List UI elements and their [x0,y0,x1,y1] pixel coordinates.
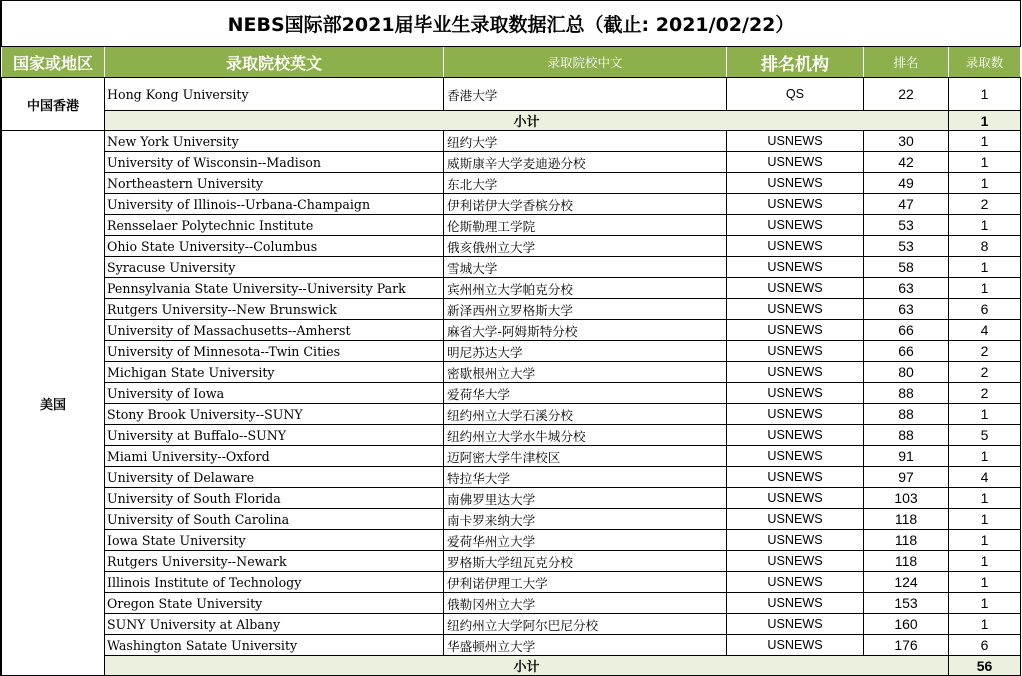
table-row [2,614,1021,635]
count-cell[interactable]: 1 [949,551,1021,572]
count-cell[interactable]: 8 [949,236,1021,257]
rank-cell[interactable]: 118 [864,509,949,530]
school-cn-cell[interactable]: 宾州州立大学帕克分校 [444,278,727,299]
table-row [2,78,1021,111]
region-cell[interactable]: 中国香港 [2,78,105,131]
count-cell[interactable]: 2 [949,341,1021,362]
school-en-cell[interactable]: University of Delaware [105,467,444,488]
header-school-cn[interactable]: 录取院校中文 [444,47,727,78]
school-en-cell[interactable]: University of Wisconsin--Madison [105,152,444,173]
school-en-cell[interactable]: University of South Carolina [105,509,444,530]
school-en-cell[interactable]: Iowa State University [105,530,444,551]
ranking-org-cell[interactable]: USNEWS [727,509,864,530]
count-cell[interactable]: 1 [949,404,1021,425]
rank-cell[interactable]: 88 [864,404,949,425]
school-en-cell[interactable]: Oregon State University [105,593,444,614]
count-cell[interactable]: 2 [949,383,1021,404]
count-cell[interactable]: 6 [949,635,1021,656]
ranking-org-cell[interactable]: USNEWS [727,446,864,467]
ranking-org-cell[interactable]: USNEWS [727,278,864,299]
count-cell[interactable]: 1 [949,614,1021,635]
count-cell[interactable]: 6 [949,299,1021,320]
rank-cell[interactable]: 49 [864,173,949,194]
table-row [2,299,1021,320]
subtotal-label[interactable]: 小计 [105,656,949,676]
rank-cell[interactable]: 88 [864,383,949,404]
rank-cell[interactable]: 63 [864,278,949,299]
table-row [2,509,1021,530]
header-count[interactable]: 录取数 [949,47,1021,78]
school-cn-cell[interactable]: 伦斯勒理工学院 [444,215,727,236]
table-row [2,467,1021,488]
school-cn-cell[interactable]: 明尼苏达大学 [444,341,727,362]
school-en-cell[interactable]: Illinois Institute of Technology [105,572,444,593]
table-row [2,131,1021,152]
header-ranking-org[interactable]: 排名机构 [727,47,864,78]
rank-cell[interactable]: 42 [864,152,949,173]
subtotal-value[interactable]: 56 [949,656,1021,676]
table-row [2,215,1021,236]
count-cell[interactable]: 1 [949,278,1021,299]
rank-cell[interactable]: 118 [864,551,949,572]
school-en-cell[interactable]: University of Minnesota--Twin Cities [105,341,444,362]
school-cn-cell[interactable]: 新泽西州立罗格斯大学 [444,299,727,320]
count-cell[interactable]: 1 [949,173,1021,194]
header-region[interactable]: 国家或地区 [2,47,105,78]
school-cn-cell[interactable]: 香港大学 [444,78,727,111]
table-row [2,530,1021,551]
school-cn-cell[interactable]: 纽约大学 [444,131,727,152]
school-cn-cell[interactable]: 伊利诺伊大学香槟分校 [444,194,727,215]
ranking-org-cell[interactable]: USNEWS [727,236,864,257]
school-cn-cell[interactable]: 纽约州立大学阿尔巴尼分校 [444,614,727,635]
table-row [2,152,1021,173]
count-cell[interactable]: 2 [949,194,1021,215]
school-en-cell[interactable]: New York University [105,131,444,152]
ranking-org-cell[interactable]: USNEWS [727,320,864,341]
rank-cell[interactable]: 80 [864,362,949,383]
ranking-org-cell[interactable]: USNEWS [727,404,864,425]
school-cn-cell[interactable]: 威斯康辛大学麦迪逊分校 [444,152,727,173]
school-cn-cell[interactable]: 特拉华大学 [444,467,727,488]
school-en-cell[interactable]: Washington Satate University [105,635,444,656]
school-en-cell[interactable]: University of South Florida [105,488,444,509]
table-row [2,404,1021,425]
rank-cell[interactable]: 66 [864,320,949,341]
school-cn-cell[interactable]: 密歇根州立大学 [444,362,727,383]
ranking-org-cell[interactable]: USNEWS [727,572,864,593]
table-row [2,257,1021,278]
count-cell[interactable]: 1 [949,530,1021,551]
school-en-cell[interactable]: University at Buffalo--SUNY [105,425,444,446]
ranking-org-cell[interactable]: USNEWS [727,362,864,383]
region-cell[interactable]: 美国 [2,131,105,676]
school-cn-cell[interactable]: 南卡罗来纳大学 [444,509,727,530]
ranking-org-cell[interactable]: USNEWS [727,152,864,173]
count-cell[interactable]: 5 [949,425,1021,446]
ranking-org-cell[interactable]: USNEWS [727,341,864,362]
school-en-cell[interactable]: Hong Kong University [105,78,444,111]
count-cell[interactable]: 1 [949,215,1021,236]
rank-cell[interactable]: 160 [864,614,949,635]
school-en-cell[interactable]: Ohio State University--Columbus [105,236,444,257]
count-cell[interactable]: 1 [949,593,1021,614]
rank-cell[interactable]: 153 [864,593,949,614]
rank-cell[interactable]: 124 [864,572,949,593]
rank-cell[interactable]: 53 [864,236,949,257]
ranking-org-cell[interactable]: USNEWS [727,614,864,635]
header-school-en[interactable]: 录取院校英文 [105,47,444,78]
count-cell[interactable]: 1 [949,572,1021,593]
ranking-org-cell[interactable]: QS [727,78,864,111]
count-cell[interactable]: 1 [949,257,1021,278]
ranking-org-cell[interactable]: USNEWS [727,257,864,278]
subtotal-value[interactable]: 1 [949,111,1021,131]
rank-cell[interactable]: 88 [864,425,949,446]
count-cell[interactable]: 4 [949,320,1021,341]
subtotal-label[interactable]: 小计 [105,111,949,131]
table-row [2,446,1021,467]
school-cn-cell[interactable]: 爱荷华州立大学 [444,530,727,551]
count-cell[interactable]: 1 [949,446,1021,467]
rank-cell[interactable]: 103 [864,488,949,509]
rank-cell[interactable]: 22 [864,78,949,111]
ranking-org-cell[interactable]: USNEWS [727,467,864,488]
count-cell[interactable]: 1 [949,78,1021,111]
table-row [2,488,1021,509]
school-en-cell[interactable]: Miami University--Oxford [105,446,444,467]
ranking-org-cell[interactable]: USNEWS [727,530,864,551]
ranking-org-cell[interactable]: USNEWS [727,593,864,614]
ranking-org-cell[interactable]: USNEWS [727,635,864,656]
rank-cell[interactable]: 97 [864,467,949,488]
school-cn-cell[interactable]: 雪城大学 [444,257,727,278]
admissions-table [1,0,1021,676]
table-row [2,572,1021,593]
count-cell[interactable]: 1 [949,131,1021,152]
school-cn-cell[interactable]: 俄亥俄州立大学 [444,236,727,257]
school-en-cell[interactable]: Stony Brook University--SUNY [105,404,444,425]
school-en-cell[interactable]: Rensselaer Polytechnic Institute [105,215,444,236]
school-en-cell[interactable]: Syracuse University [105,257,444,278]
sheet-title[interactable]: NEBS国际部2021届毕业生录取数据汇总（截止: 2021/02/22） [2,1,1021,47]
school-cn-cell[interactable]: 罗格斯大学纽瓦克分校 [444,551,727,572]
count-cell[interactable]: 1 [949,152,1021,173]
table-row [2,236,1021,257]
table-row [2,425,1021,446]
header-rank[interactable]: 排名 [864,47,949,78]
school-cn-cell[interactable]: 爱荷华大学 [444,383,727,404]
rank-cell[interactable]: 66 [864,341,949,362]
ranking-org-cell[interactable]: USNEWS [727,383,864,404]
title-row [2,1,1021,47]
table-row [2,278,1021,299]
ranking-org-cell[interactable]: USNEWS [727,215,864,236]
subtotal-row [2,111,1021,131]
rank-cell[interactable]: 58 [864,257,949,278]
school-cn-cell[interactable]: 纽约州立大学水牛城分校 [444,425,727,446]
table-row [2,383,1021,404]
ranking-org-cell[interactable]: USNEWS [727,131,864,152]
ranking-org-cell[interactable]: USNEWS [727,173,864,194]
school-cn-cell[interactable]: 东北大学 [444,173,727,194]
count-cell[interactable]: 2 [949,362,1021,383]
ranking-org-cell[interactable]: USNEWS [727,551,864,572]
school-en-cell[interactable]: Rutgers University--Newark [105,551,444,572]
table-row [2,551,1021,572]
school-cn-cell[interactable]: 南佛罗里达大学 [444,488,727,509]
table-row [2,173,1021,194]
rank-cell[interactable]: 63 [864,299,949,320]
table-row [2,194,1021,215]
rank-cell[interactable]: 176 [864,635,949,656]
ranking-org-cell[interactable]: USNEWS [727,488,864,509]
table-row [2,362,1021,383]
school-cn-cell[interactable]: 华盛顿州立大学 [444,635,727,656]
ranking-org-cell[interactable]: USNEWS [727,425,864,446]
school-en-cell[interactable]: University of Illinois--Urbana-Champaign [105,194,444,215]
school-en-cell[interactable]: Pennsylvania State University--University Park [105,278,444,299]
school-en-cell[interactable]: Michigan State University [105,362,444,383]
school-cn-cell[interactable]: 俄勒冈州立大学 [444,593,727,614]
table-row [2,320,1021,341]
school-cn-cell[interactable]: 纽约州立大学石溪分校 [444,404,727,425]
school-cn-cell[interactable]: 迈阿密大学牛津校区 [444,446,727,467]
count-cell[interactable]: 1 [949,509,1021,530]
school-en-cell[interactable]: SUNY University at Albany [105,614,444,635]
school-en-cell[interactable]: University of Massachusetts--Amherst [105,320,444,341]
count-cell[interactable]: 4 [949,467,1021,488]
rank-cell[interactable]: 53 [864,215,949,236]
rank-cell[interactable]: 47 [864,194,949,215]
table-row [2,593,1021,614]
school-cn-cell[interactable]: 伊利诺伊理工大学 [444,572,727,593]
subtotal-row [2,656,1021,676]
header-row [2,47,1021,78]
rank-cell[interactable]: 91 [864,446,949,467]
school-en-cell[interactable]: University of Iowa [105,383,444,404]
school-en-cell[interactable]: Northeastern University [105,173,444,194]
school-cn-cell[interactable]: 麻省大学-阿姆斯特分校 [444,320,727,341]
table-row [2,635,1021,656]
ranking-org-cell[interactable]: USNEWS [727,299,864,320]
rank-cell[interactable]: 30 [864,131,949,152]
ranking-org-cell[interactable]: USNEWS [727,194,864,215]
count-cell[interactable]: 1 [949,488,1021,509]
rank-cell[interactable]: 118 [864,530,949,551]
school-en-cell[interactable]: Rutgers University--New Brunswick [105,299,444,320]
table-row [2,341,1021,362]
